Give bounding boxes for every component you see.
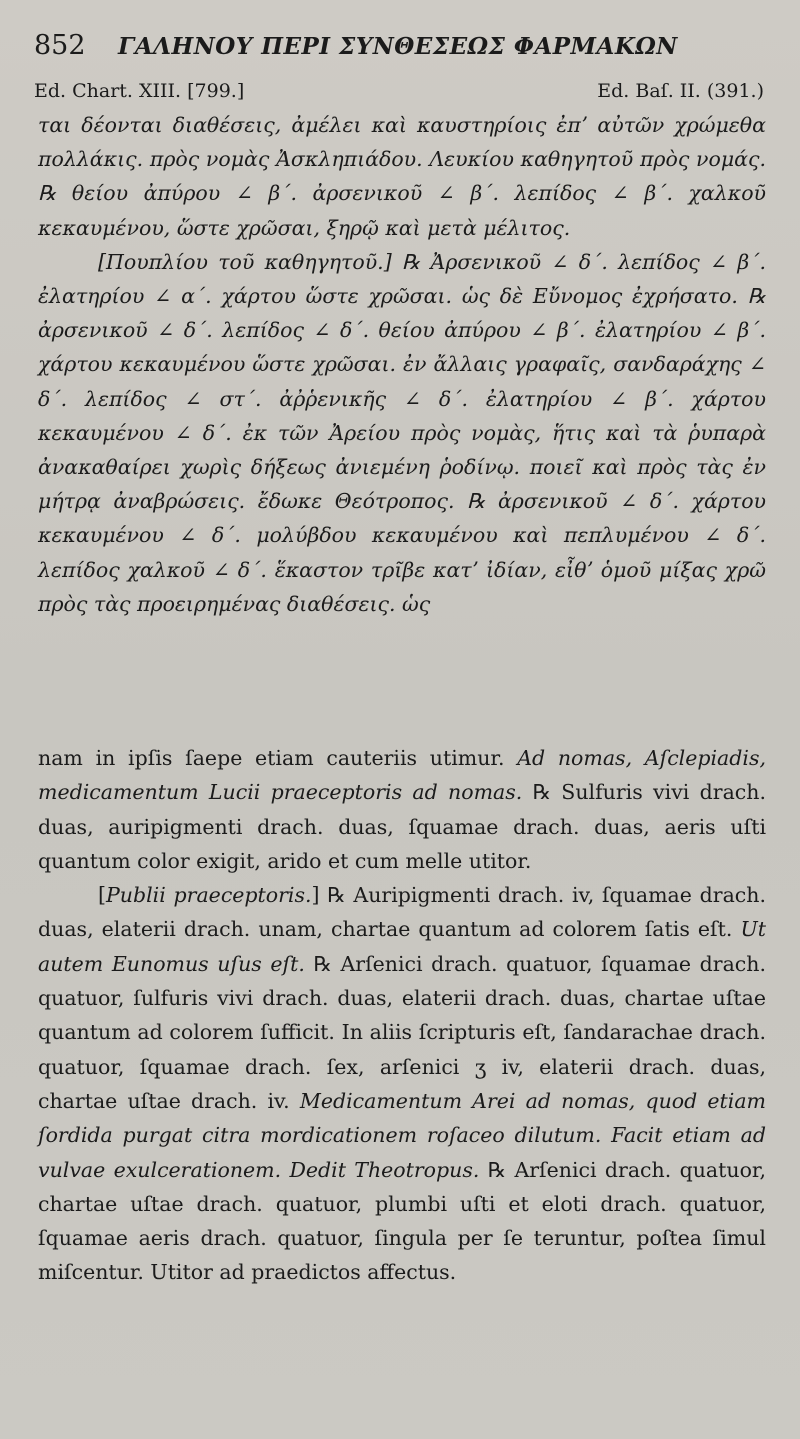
edition-reference-chartier: Ed. Chart. XIII. [799.] (34, 80, 245, 102)
edition-reference-basel: Ed. Baſ. II. (391.) (597, 80, 764, 102)
latin-paragraph-1 (38, 741, 766, 878)
edition-reference-line (34, 80, 764, 108)
page-header (34, 30, 774, 70)
latin-text-run: ℞ Arſenici drach. quatuor, chartae uſtae drach. quatuor, plumbi uſti et eloti drach. quatuor, ſquamae aeris drach. quatuor, ſingula per ſe teruntur, poſtea ſimul miſcentur. Utitor ad praedictos affectus. (38, 1157, 766, 1285)
latin-paragraph-2 (38, 878, 766, 1290)
greek-paragraph-1: ται δέονται διαθέσεις, ἀμέλει καὶ καυστηρίοις ἐπʼ αὐτῶν χρώμεθα πολλάκις. πρὸς νομὰς Ἀσκληπιάδου. Λευκίου καθηγητοῦ πρὸς νομάς. ℞ θείου ἀπύρου ∠ β΄. ἀρσενικοῦ ∠ β΄. λεπίδος ∠ β΄. χαλκοῦ κεκαυμένου, ὥστε χρῶσαι, ξηρῷ καὶ μετὰ μέλιτος. (38, 113, 766, 240)
latin-text-run: nam in ipſis ſaepe etiam cauteriis utimur. (38, 746, 518, 770)
latin-text-run: ℞ Sulfuris vivi drach. duas, auripigmenti drach. duas, ſquamae drach. duas, aeris uſti quantum color exigit, arido et cum melle utitor. (38, 780, 766, 873)
greek-paragraph-2: [Πουπλίου τοῦ καθηγητοῦ.] ℞ Ἀρσενικοῦ ∠ δ΄. λεπίδος ∠ β΄. ἐλατηρίου ∠ α΄. χάρτου ὥστε χρῶσαι. ὡς δὲ Εὔνομος ἐχρήσατο. ℞ ἀρσενικοῦ ∠ δ΄. λεπίδος ∠ δ΄. θείου ἀπύρου ∠ β΄. ἐλατηρίου ∠ β΄. χάρτου κεκαυμένου ὥστε χρῶσαι. ἐν ἄλλαις γραφαῖς, σανδαράχης ∠ δ΄. λεπίδος ∠ στ΄. ἀῤῥενικῆς ∠ δ΄. ἐλατηρίου ∠ β΄. χάρτου κεκαυμένου ∠ δ΄. ἐκ τῶν Ἀρείου πρὸς νομὰς, ἥτις καὶ τὰ ῥυπαρὰ ἀνακαθαίρει χωρὶς δήξεως ἀνιεμένη ῥοδίνῳ. ποιεῖ καὶ πρὸς τὰς ἐν μήτρᾳ ἀναβρώσεις. ἔδωκε Θεότροπος. ℞ ἀρσενικοῦ ∠ δ΄. χάρτου κεκαυμένου ∠ δ΄. μολύβδου κεκαυμένου καὶ πεπλυμένου ∠ δ΄. λεπίδος χαλκοῦ ∠ δ΄. ἕκαστον τρῖβε κατʼ ἰδίαν, εἶθʼ ὁμοῦ μίξας χρῶ πρὸς τὰς προειρημένας διαθέσεις. ὡς (38, 249, 766, 616)
latin-text-run: [ (98, 883, 106, 908)
latin-text-run: ℞ Arſenici drach. quatuor, ſquamae drach. quatuor, ſulfuris vivi drach. duas, elaterii drach. duas, chartae uſtae quantum ad colorem ſufficit. In aliis ſcripturis eſt, ſandarachae drach. quatuor, ſquamae drach. ſex, arſenici ʒ iv, elaterii drach. duas, chartae uſtae drach. iv. (38, 951, 766, 1113)
running-title: ΓΑΛΗΝΟΥ ΠΕΡΙ ΣΥΝΘΕΣΕΩΣ ΦΑΡΜΑΚΩΝ (118, 33, 678, 60)
latin-text-run: ] ℞ Auripigmenti drach. iv, ſquamae drach. duas, elaterii drach. unam, chartae quantum ad colorem ſatis eſt. (38, 883, 766, 942)
page-number: 852 (34, 30, 86, 61)
latin-text-block (38, 741, 766, 1290)
greek-text-block (38, 108, 766, 621)
latin-italic-heading: Ut autem Eunomus uſus eſt. (38, 917, 766, 976)
latin-italic-heading: Publii praeceptoris. (106, 883, 312, 908)
latin-italic-heading: Ad nomas, Aſclepiadis, medicamentum Lucii praeceptoris ad nomas. (38, 746, 766, 805)
latin-italic-heading: Medicamentum Arei ad nomas, quod etiam ſordida purgat citra mordicationem roſaceo dilutum. Facit etiam ad vulvae exulcerationem. Dedit Theotropus. (38, 1088, 767, 1182)
